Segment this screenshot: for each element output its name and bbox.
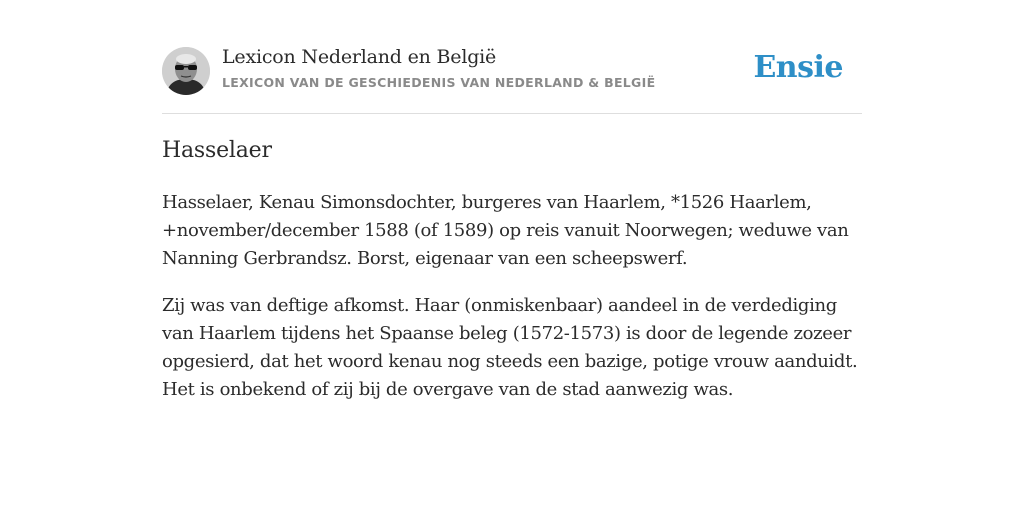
article-title: Hasselaer (162, 138, 272, 163)
avatar-icon (162, 47, 210, 95)
site-header (162, 0, 862, 114)
article-paragraph: Zij was van deftige afkomst. Haar (onmiskenbaar) aandeel in de verdediging van Haarlem tijdens het Spaanse beleg (1572-1573) is door de legende zozeer opgesierd, dat het woord kenau nog steeds een bazige, potige vrouw aanduidt. Het is onbekend of zij bij de overgave van de stad aanwezig was. (162, 295, 858, 400)
article-paragraph: Hasselaer, Kenau Simonsdochter, burgeres van Haarlem, *1526 Haarlem, +november/december 1588 (of 1589) op reis vanuit Noorwegen; weduwe van Nanning Gerbrandsz. Borst, eigenaar van een scheepswerf. (162, 192, 849, 269)
brand-logo[interactable]: Ensie (753, 50, 843, 85)
page-container (162, 0, 862, 400)
site-title[interactable]: Lexicon Nederland en België (222, 46, 497, 68)
site-subtitle: LEXICON VAN DE GESCHIEDENIS VAN NEDERLAND & BELGIË (222, 75, 656, 90)
author-avatar[interactable] (162, 47, 210, 95)
